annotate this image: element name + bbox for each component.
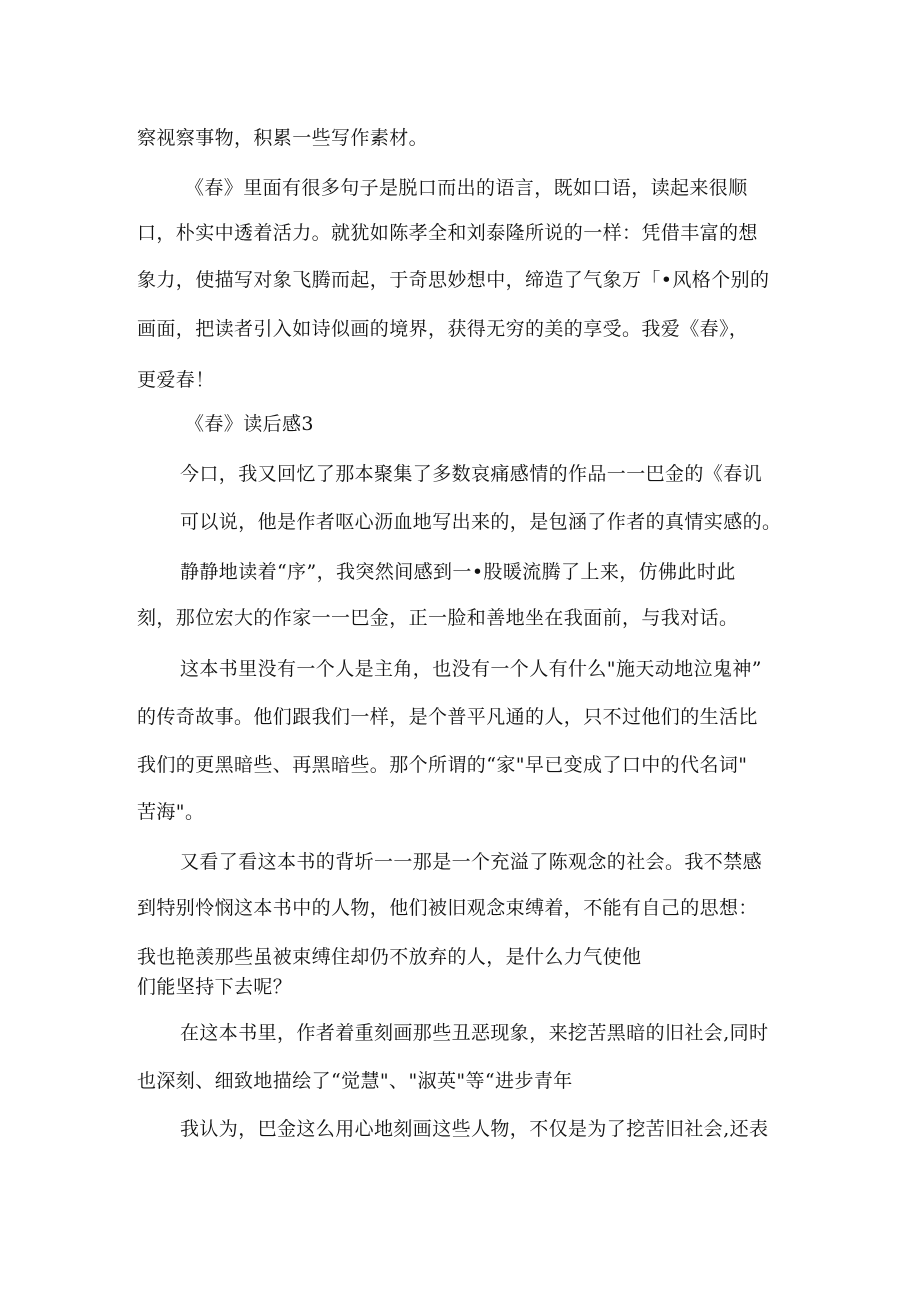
text-line-6: 更爱春！ <box>137 369 215 391</box>
text-line-13: 的传奇故事。他们跟我们一样，是个普平凡通的人，只不过他们的生活比 <box>137 706 758 728</box>
text-line-22: 我认为，巴金这么用心地刻画这些人物，不仅是为了挖苦旧社会,还表 <box>180 1118 769 1140</box>
section-heading: 《春》读后感3 <box>185 413 314 435</box>
text-line-12: 这本书里没有一个人是主角，也没有一个人有什么"施天动地泣鬼神” <box>180 658 762 680</box>
text-line-4: 象力，使描写对象飞腾而起，于奇思妙想中，缔造了气象万「•风格个别的 <box>137 269 770 291</box>
text-line-20: 在这本书里，作者着重刻画那些丑恶现象，来挖苦黑暗的旧社会,同时 <box>180 1022 769 1044</box>
text-line-21: 也深刻、细致地描绘了“觉慧"、"淑英"等“进步青年 <box>137 1070 573 1092</box>
text-line-10: 静静地读着“序”，我突然间感到一•股暖流腾了上来，仿佛此时此 <box>180 561 736 583</box>
text-line-8: 今口，我又回忆了那本聚集了多数哀痛感情的作品一一巴金的《春讥 <box>180 463 763 485</box>
text-line-1: 察视察事物，积累一些写作素材。 <box>137 127 429 149</box>
text-line-11: 刻，那位宏大的作家一一巴金，正一脸和善地坐在我面前，与我对话。 <box>137 607 739 629</box>
text-line-2: 《春》里面有很多句子是脱口而出的语言，既如口语，读起来很顺 <box>185 177 748 199</box>
text-line-3: 口，朴实中透着活力。就犹如陈孝全和刘泰隆所说的一样：凭借丰富的想 <box>137 222 758 244</box>
text-line-5: 画面，把读者引入如诗似画的境界，获得无穷的美的享受。我爱《春》， <box>137 318 749 340</box>
text-line-15: 苦海"。 <box>137 801 205 823</box>
text-line-17: 到特别怜悯这本书中的人物，他们被旧观念束缚着，不能有自己的思想： <box>137 897 758 919</box>
text-line-9: 可以说，他是作者呕心沥血地写出来的，是包涵了作者的真情实感的。 <box>180 511 782 533</box>
text-line-19: 们能坚持下去呢？ <box>137 976 293 998</box>
text-line-14: 我们的更黑暗些、再黑暗些。那个所谓的“家"早已变成了口中的代名词" <box>137 754 748 776</box>
text-line-18: 我也艳羡那些虽被束缚住却仍不放弃的人，是什么力气使他 <box>137 946 642 968</box>
text-line-16: 又看了看这本书的背圻一一那是一个充溢了陈观念的社会。我不禁感 <box>180 851 763 873</box>
